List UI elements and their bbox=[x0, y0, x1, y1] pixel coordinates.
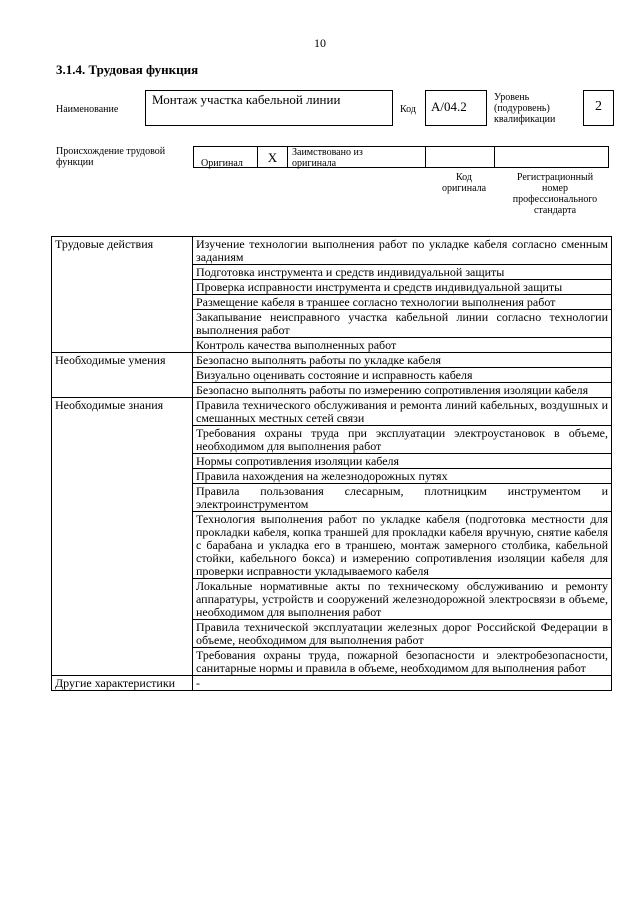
knowledge-item: Локальные нормативные акты по техническому обслуживанию и ремонту аппаратуры, устройств и сооружений железнодорожной электросвязи в объеме, необходимом для выполнения работ bbox=[193, 579, 612, 620]
other-characteristics-value: - bbox=[193, 676, 612, 691]
original-mark: X bbox=[267, 150, 278, 165]
code-value: А/04.2 bbox=[425, 90, 487, 126]
origin-row bbox=[193, 146, 611, 168]
borrowed-cell bbox=[287, 146, 426, 168]
level-label-line-1: Уровень bbox=[494, 92, 530, 103]
name-label: Наименование bbox=[56, 104, 119, 115]
origin-label-line-1: Происхождение трудовой bbox=[56, 146, 166, 157]
table-row bbox=[52, 353, 612, 368]
origin-label bbox=[56, 146, 165, 168]
code-label: Код bbox=[400, 104, 416, 115]
table-row bbox=[52, 237, 612, 265]
knowledge-item: Правила технического обслуживания и ремонта линий кабельных, воздушных и смешанных местных сетей связи bbox=[193, 398, 612, 426]
knowledge-item: Правила технической эксплуатации железных дорог Российской Федерации в объеме, необходимом для выполнения работ bbox=[193, 620, 612, 648]
skill-item: Безопасно выполнять работы по измерению сопротивления изоляции кабеля bbox=[193, 383, 612, 398]
registration-caption-line-2: номер bbox=[542, 183, 568, 194]
borrowed-label bbox=[288, 147, 425, 169]
labor-action-item: Размещение кабеля в траншее согласно технологии выполнения работ bbox=[193, 295, 612, 310]
other-characteristics-label: Другие характеристики bbox=[52, 676, 193, 691]
knowledge-item: Технология выполнения работ по укладке кабеля (подготовка местности для прокладки кабеля, копка траншей для прокладки кабеля вручную, снятие кабеля с барабана и укладка его в траншею, монтаж замерного столбика, кабельной стойки, кабельного бокса) и измерению сопротивления изоляции кабеля для проверки исправности укладываемого кабеля bbox=[193, 512, 612, 579]
original-label: Оригинал bbox=[201, 158, 243, 169]
knowledge-item: Правила нахождения на железнодорожных путях bbox=[193, 469, 612, 484]
code-caption-line-1: Код bbox=[456, 172, 472, 183]
registration-caption-line-1: Регистрационный bbox=[516, 172, 594, 183]
level-label-line-2: (подуровень) bbox=[494, 103, 550, 114]
labor-action-item: Подготовка инструмента и средств индивидуальной защиты bbox=[193, 265, 612, 280]
skill-item: Визуально оценивать состояние и исправность кабеля bbox=[193, 368, 612, 383]
knowledge-item: Правила пользования слесарным, плотницким инструментом и электроинструментом bbox=[193, 484, 612, 512]
knowledge-item: Нормы сопротивления изоляции кабеля bbox=[193, 454, 612, 469]
original-mark-cell bbox=[257, 146, 288, 168]
registration-caption bbox=[498, 172, 612, 216]
labor-action-item: Закапывание неисправного участка кабельной линии согласно технологии выполнения работ bbox=[193, 310, 612, 338]
labor-action-item: Контроль качества выполненных работ bbox=[193, 338, 612, 353]
required-knowledge-label: Необходимые знания bbox=[52, 398, 193, 676]
labor-action-item: Изучение технологии выполнения работ по укладке кабеля согласно сменным заданиям bbox=[193, 237, 612, 265]
code-caption bbox=[430, 172, 498, 194]
table-row bbox=[52, 676, 612, 691]
level-label-line-3: квалификации bbox=[494, 114, 556, 125]
original-code-cell bbox=[425, 146, 495, 168]
registration-caption-line-4: стандарта bbox=[533, 205, 577, 216]
labor-function-table bbox=[51, 236, 612, 691]
original-cell bbox=[193, 146, 258, 168]
labor-actions-label: Трудовые действия bbox=[52, 237, 193, 353]
borrowed-label-line-1: Заимствовано из bbox=[292, 147, 363, 158]
knowledge-item: Требования охраны труда, пожарной безопасности и электробезопасности, санитарные нормы и правила в объеме, необходимом для выполнения работ bbox=[193, 648, 612, 676]
function-name-value: Монтаж участка кабельной линии bbox=[145, 90, 393, 126]
section-title: 3.1.4. Трудовая функция bbox=[56, 62, 199, 77]
origin-label-line-2: функции bbox=[56, 157, 94, 168]
level-value: 2 bbox=[583, 90, 614, 126]
registration-number-cell bbox=[494, 146, 609, 168]
skill-item: Безопасно выполнять работы по укладке кабеля bbox=[193, 353, 612, 368]
knowledge-item: Требования охраны труда при эксплуатации электроустановок в объеме, необходимом для выполнения работ bbox=[193, 426, 612, 454]
registration-caption-line-3: профессионального bbox=[512, 194, 598, 205]
table-row bbox=[52, 398, 612, 426]
labor-action-item: Проверка исправности инструмента и средств индивидуальной защиты bbox=[193, 280, 612, 295]
code-caption-line-2: оригинала bbox=[441, 183, 487, 194]
page-number: 10 bbox=[314, 36, 326, 50]
borrowed-label-line-2: оригинала bbox=[292, 158, 337, 169]
required-skills-label: Необходимые умения bbox=[52, 353, 193, 398]
level-label bbox=[494, 92, 555, 125]
